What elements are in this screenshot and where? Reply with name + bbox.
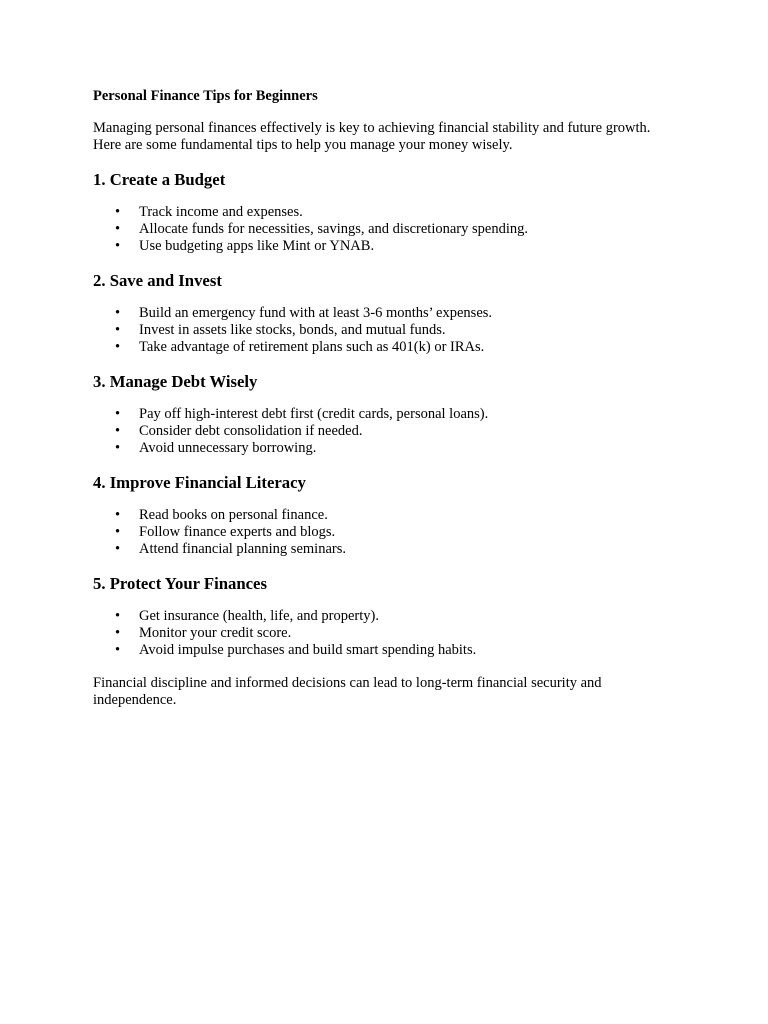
bullet-icon: • xyxy=(115,440,121,456)
intro-paragraph: Managing personal finances effectively is key to achieving financial stability and future growth. Here are some fundamental tips to help you manage your money wisely. xyxy=(93,120,651,153)
section-heading: 4. Improve Financial Literacy xyxy=(93,473,306,492)
document-title: Personal Finance Tips for Beginners xyxy=(93,88,318,104)
bullet-list xyxy=(93,204,663,255)
section-5 xyxy=(93,574,663,659)
list-item xyxy=(115,625,663,642)
list-item xyxy=(115,423,663,440)
list-item-text: Pay off high-interest debt first (credit cards, personal loans). xyxy=(139,406,489,422)
section-heading: 2. Save and Invest xyxy=(93,271,222,290)
list-item-text: Avoid unnecessary borrowing. xyxy=(139,440,317,456)
bullet-icon: • xyxy=(115,625,121,641)
bullet-icon: • xyxy=(115,305,121,321)
section-heading: 5. Protect Your Finances xyxy=(93,574,267,593)
list-item xyxy=(115,440,663,457)
bullet-icon: • xyxy=(115,642,121,658)
list-item-text: Avoid impulse purchases and build smart spending habits. xyxy=(139,642,477,658)
section-heading: 1. Create a Budget xyxy=(93,170,226,189)
bullet-icon: • xyxy=(115,608,121,624)
list-item-text: Get insurance (health, life, and property). xyxy=(139,608,379,624)
list-item xyxy=(115,608,663,625)
bullet-list xyxy=(93,305,663,356)
list-item xyxy=(115,406,663,423)
bullet-icon: • xyxy=(115,507,121,523)
list-item xyxy=(115,507,663,524)
list-item xyxy=(115,204,663,221)
bullet-icon: • xyxy=(115,541,121,557)
list-item xyxy=(115,642,663,659)
section-4 xyxy=(93,473,663,558)
list-item xyxy=(115,221,663,238)
list-item xyxy=(115,541,663,558)
bullet-icon: • xyxy=(115,204,121,220)
list-item xyxy=(115,305,663,322)
bullet-icon: • xyxy=(115,406,121,422)
bullet-list xyxy=(93,507,663,558)
list-item-text: Read books on personal finance. xyxy=(139,507,328,523)
list-item-text: Take advantage of retirement plans such as 401(k) or IRAs. xyxy=(139,339,485,355)
list-item-text: Build an emergency fund with at least 3-6 months’ expenses. xyxy=(139,305,493,321)
list-item xyxy=(115,339,663,356)
bullet-icon: • xyxy=(115,221,121,237)
bullet-icon: • xyxy=(115,322,121,338)
list-item xyxy=(115,238,663,255)
list-item-text: Attend financial planning seminars. xyxy=(139,541,346,557)
bullet-list xyxy=(93,406,663,457)
list-item-text: Monitor your credit score. xyxy=(139,625,292,641)
bullet-icon: • xyxy=(115,339,121,355)
bullet-icon: • xyxy=(115,524,121,540)
closing-paragraph: Financial discipline and informed decisions can lead to long-term financial security and independence. xyxy=(93,675,602,708)
list-item-text: Follow finance experts and blogs. xyxy=(139,524,336,540)
list-item-text: Track income and expenses. xyxy=(139,204,303,220)
list-item xyxy=(115,322,663,339)
section-3 xyxy=(93,372,663,457)
list-item xyxy=(115,524,663,541)
section-2 xyxy=(93,271,663,356)
list-item-text: Allocate funds for necessities, savings, and discretionary spending. xyxy=(139,221,528,237)
document-page xyxy=(93,86,663,709)
list-item-text: Consider debt consolidation if needed. xyxy=(139,423,363,439)
bullet-list xyxy=(93,608,663,659)
bullet-icon: • xyxy=(115,423,121,439)
list-item-text: Invest in assets like stocks, bonds, and mutual funds. xyxy=(139,322,446,338)
list-item-text: Use budgeting apps like Mint or YNAB. xyxy=(139,238,375,254)
bullet-icon: • xyxy=(115,238,121,254)
section-heading: 3. Manage Debt Wisely xyxy=(93,372,258,391)
section-1 xyxy=(93,170,663,255)
